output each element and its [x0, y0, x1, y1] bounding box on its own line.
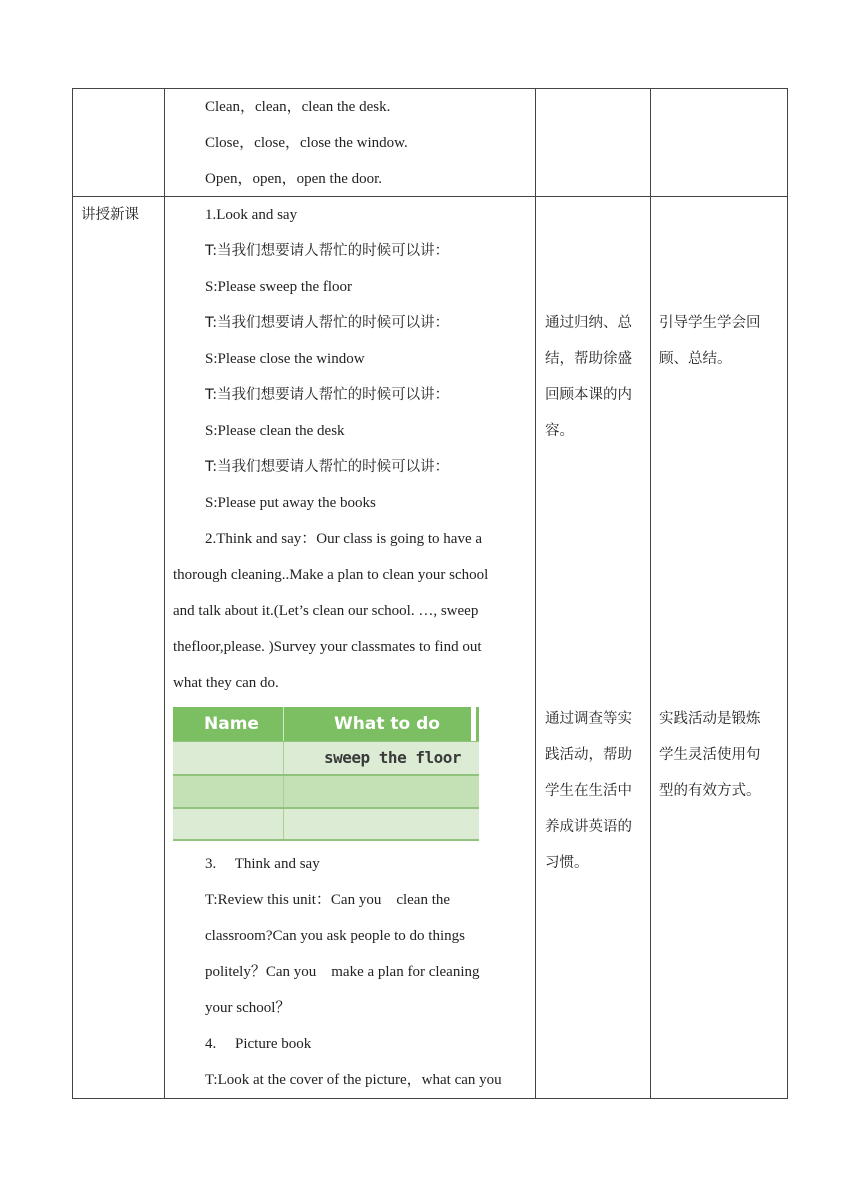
- design-intent-line: 践活动，帮助: [545, 747, 632, 763]
- design-intent-line: 结，帮助徐盛: [545, 351, 632, 367]
- design-intent-line: 习惯。: [545, 855, 589, 871]
- header-white-edge: [471, 707, 476, 741]
- design-intent-line: 学生在生活中: [545, 783, 632, 799]
- teacher-line: T:当我们想要请人帮忙的时候可以讲：: [205, 459, 450, 475]
- purpose-line: 学生灵活使用句: [659, 747, 761, 763]
- column-divider-1: [164, 88, 165, 1099]
- step-look-and-say: 1.Look and say: [205, 207, 298, 223]
- table-right-border: [787, 88, 788, 1099]
- paragraph-line: thorough cleaning..Make a plan to clean your school: [173, 567, 489, 583]
- purpose-line: 型的有效方式。: [659, 783, 761, 799]
- survey-cell: [284, 742, 479, 774]
- step-think-and-say: 2.Think and say：Our class is going to have a: [205, 531, 483, 547]
- paragraph-line: thefloor,please. )Survey your classmates to find out: [173, 639, 482, 655]
- column-divider-2: [535, 88, 536, 1099]
- survey-row: [173, 809, 479, 839]
- column-divider-3: [650, 88, 651, 1099]
- chant-line-close: Close，close，close the window.: [205, 135, 408, 151]
- paragraph-line: what they can do.: [173, 675, 279, 691]
- design-intent-line: 通过归纳、总: [545, 315, 632, 331]
- teacher-line: T:当我们想要请人帮忙的时候可以讲：: [205, 315, 450, 331]
- chant-line-open: Open，open，open the door.: [205, 171, 383, 187]
- student-line: S:Please close the window: [205, 351, 365, 367]
- survey-header-row: [173, 707, 479, 741]
- table-left-border: [72, 88, 73, 1099]
- header-cell-what: [284, 707, 471, 741]
- row-divider: [72, 196, 788, 197]
- step-think-and-say-3: 3. Think and say: [205, 856, 320, 872]
- design-intent-line: 通过调查等实: [545, 711, 632, 727]
- survey-cell-value: sweep the floor: [324, 748, 461, 767]
- teacher-line: T:当我们想要请人帮忙的时候可以讲：: [205, 243, 450, 259]
- design-intent-line: 回顾本课的内: [545, 387, 632, 403]
- step-picture-book: 4. Picture book: [205, 1036, 312, 1052]
- survey-cell: [173, 742, 284, 774]
- survey-header-what: What to do: [334, 714, 440, 734]
- stage-label: 讲授新课: [81, 207, 139, 223]
- survey-row: [173, 742, 479, 774]
- student-line: S:Please sweep the floor: [205, 279, 353, 295]
- design-intent-line: 养成讲英语的: [545, 819, 632, 835]
- chant-line-clean: Clean，clean，clean the desk.: [205, 99, 391, 115]
- design-intent-line: 容。: [545, 423, 574, 439]
- survey-cell: [173, 809, 284, 839]
- student-line: S:Please put away the books: [205, 495, 376, 511]
- paragraph-line: and talk about it.(Let’s clean our school. …, sweep: [173, 603, 479, 619]
- table-top-border: [72, 88, 788, 89]
- paragraph-line: classroom?Can you ask people to do things: [205, 928, 465, 944]
- survey-cell: [173, 776, 284, 807]
- survey-header-name: Name: [204, 714, 259, 734]
- purpose-line: 引导学生学会回: [659, 315, 761, 331]
- header-cell-name: [173, 707, 284, 741]
- teacher-line: T:当我们想要请人帮忙的时候可以讲：: [205, 387, 450, 403]
- survey-table-image: [173, 707, 479, 841]
- table-bottom-border: [72, 1098, 788, 1099]
- teacher-review-line: T:Review this unit：Can you clean the: [205, 892, 451, 908]
- purpose-line: 实践活动是锻炼: [659, 711, 761, 727]
- survey-row: [173, 776, 479, 807]
- paragraph-line: your school？: [205, 1000, 291, 1016]
- paragraph-line: T:Look at the cover of the picture，what can you: [205, 1072, 502, 1088]
- paragraph-line: politely？Can you make a plan for cleaning: [205, 964, 480, 980]
- student-line: S:Please clean the desk: [205, 423, 345, 439]
- purpose-line: 顾、总结。: [659, 351, 732, 367]
